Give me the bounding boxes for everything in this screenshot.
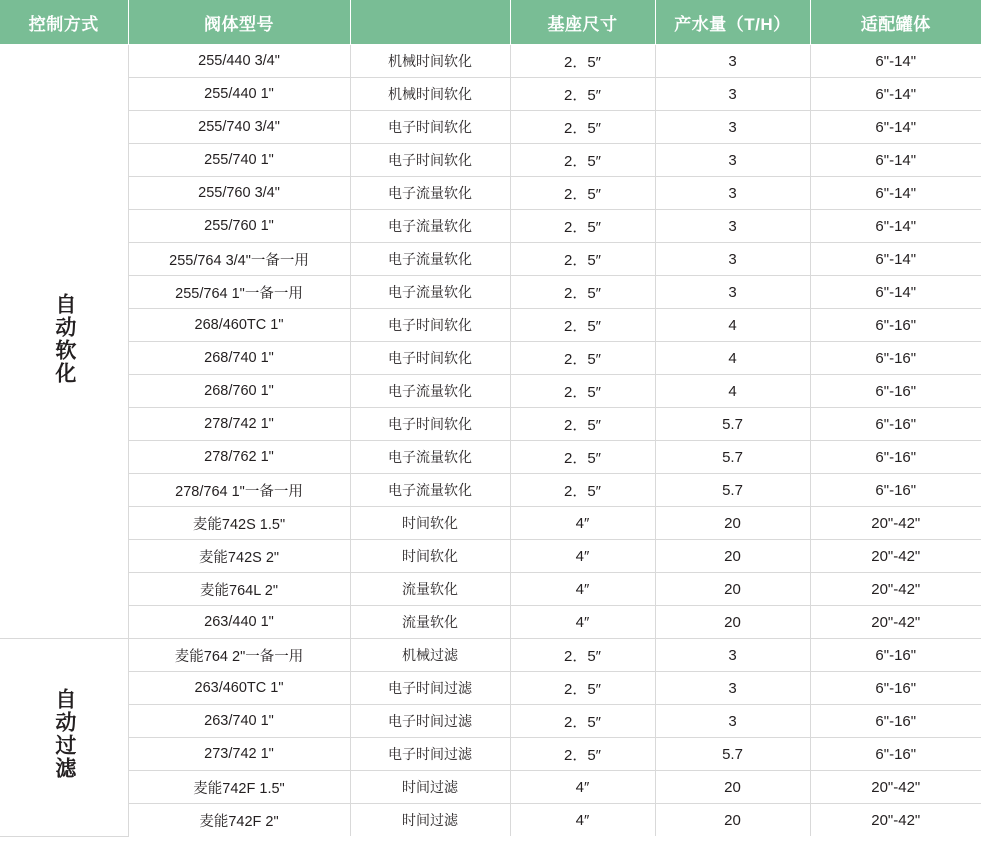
cell-base: 2．5″ bbox=[510, 276, 655, 309]
table-row bbox=[0, 639, 981, 672]
cell-output: 20 bbox=[655, 573, 810, 606]
group-label-text: 自动过滤 bbox=[52, 688, 76, 781]
table-row bbox=[0, 804, 981, 837]
table-row bbox=[0, 111, 981, 144]
cell-type: 电子流量软化 bbox=[350, 441, 510, 474]
cell-type: 流量软化 bbox=[350, 606, 510, 639]
table-header-row bbox=[0, 0, 981, 45]
table-row bbox=[0, 441, 981, 474]
cell-output: 4 bbox=[655, 375, 810, 408]
cell-output: 20 bbox=[655, 540, 810, 573]
cell-type: 时间软化 bbox=[350, 507, 510, 540]
cell-base: 2．5″ bbox=[510, 672, 655, 705]
cell-tank: 6"-16" bbox=[810, 672, 981, 705]
cell-type: 时间软化 bbox=[350, 540, 510, 573]
cell-tank: 6"-14" bbox=[810, 45, 981, 78]
column-header-valve-type bbox=[350, 0, 510, 45]
cell-type: 电子流量软化 bbox=[350, 177, 510, 210]
table-row bbox=[0, 45, 981, 78]
cell-output: 3 bbox=[655, 45, 810, 78]
table-row bbox=[0, 606, 981, 639]
column-header-base-size: 基座尺寸 bbox=[510, 0, 655, 45]
cell-model: 255/760 3/4" bbox=[128, 177, 350, 210]
cell-output: 3 bbox=[655, 78, 810, 111]
cell-output: 5.7 bbox=[655, 474, 810, 507]
table-row bbox=[0, 276, 981, 309]
cell-tank: 20"-42" bbox=[810, 573, 981, 606]
cell-tank: 6"-14" bbox=[810, 111, 981, 144]
column-header-water-output: 产水量（T/H） bbox=[655, 0, 810, 45]
table-row bbox=[0, 408, 981, 441]
table-header bbox=[0, 0, 981, 45]
cell-model: 268/760 1" bbox=[128, 375, 350, 408]
cell-type: 电子时间过滤 bbox=[350, 672, 510, 705]
table-row bbox=[0, 540, 981, 573]
cell-output: 3 bbox=[655, 639, 810, 672]
cell-output: 3 bbox=[655, 144, 810, 177]
cell-output: 20 bbox=[655, 804, 810, 837]
cell-model: 273/742 1" bbox=[128, 738, 350, 771]
table-row bbox=[0, 672, 981, 705]
cell-base: 2．5″ bbox=[510, 342, 655, 375]
table-body bbox=[0, 45, 981, 837]
cell-tank: 20"-42" bbox=[810, 507, 981, 540]
cell-base: 2．5″ bbox=[510, 474, 655, 507]
cell-tank: 6"-16" bbox=[810, 408, 981, 441]
table-row bbox=[0, 375, 981, 408]
group-label-filtration bbox=[0, 639, 128, 837]
cell-base: 2．5″ bbox=[510, 639, 655, 672]
cell-base: 4″ bbox=[510, 804, 655, 837]
cell-model: 255/764 3/4"一备一用 bbox=[128, 243, 350, 276]
cell-base: 2．5″ bbox=[510, 375, 655, 408]
cell-base: 4″ bbox=[510, 771, 655, 804]
cell-tank: 6"-14" bbox=[810, 210, 981, 243]
cell-output: 3 bbox=[655, 705, 810, 738]
cell-tank: 20"-42" bbox=[810, 771, 981, 804]
cell-base: 2．5″ bbox=[510, 144, 655, 177]
cell-output: 3 bbox=[655, 210, 810, 243]
cell-base: 2．5″ bbox=[510, 408, 655, 441]
table-row bbox=[0, 243, 981, 276]
cell-tank: 6"-16" bbox=[810, 342, 981, 375]
cell-model: 麦能742S 2" bbox=[128, 540, 350, 573]
cell-model: 263/440 1" bbox=[128, 606, 350, 639]
column-header-valve-model: 阀体型号 bbox=[128, 0, 350, 45]
cell-output: 4 bbox=[655, 342, 810, 375]
cell-tank: 6"-16" bbox=[810, 474, 981, 507]
table-row bbox=[0, 78, 981, 111]
table-row bbox=[0, 507, 981, 540]
cell-type: 电子流量软化 bbox=[350, 474, 510, 507]
cell-model: 263/740 1" bbox=[128, 705, 350, 738]
cell-type: 机械过滤 bbox=[350, 639, 510, 672]
cell-output: 20 bbox=[655, 771, 810, 804]
cell-output: 3 bbox=[655, 276, 810, 309]
cell-output: 20 bbox=[655, 507, 810, 540]
column-header-control-mode: 控制方式 bbox=[0, 0, 128, 45]
cell-tank: 20"-42" bbox=[810, 606, 981, 639]
cell-base: 2．5″ bbox=[510, 738, 655, 771]
cell-base: 2．5″ bbox=[510, 705, 655, 738]
cell-type: 电子时间软化 bbox=[350, 144, 510, 177]
cell-type: 电子时间软化 bbox=[350, 111, 510, 144]
cell-type: 流量软化 bbox=[350, 573, 510, 606]
table-row bbox=[0, 474, 981, 507]
cell-base: 4″ bbox=[510, 507, 655, 540]
cell-type: 电子流量软化 bbox=[350, 375, 510, 408]
cell-tank: 6"-14" bbox=[810, 78, 981, 111]
cell-tank: 6"-16" bbox=[810, 441, 981, 474]
cell-type: 电子时间过滤 bbox=[350, 738, 510, 771]
table-row bbox=[0, 144, 981, 177]
table-row bbox=[0, 210, 981, 243]
cell-model: 255/440 1" bbox=[128, 78, 350, 111]
group-label-text: 自动软化 bbox=[52, 292, 76, 385]
cell-base: 2．5″ bbox=[510, 177, 655, 210]
cell-tank: 6"-14" bbox=[810, 243, 981, 276]
cell-base: 2．5″ bbox=[510, 78, 655, 111]
cell-output: 5.7 bbox=[655, 441, 810, 474]
cell-base: 4″ bbox=[510, 573, 655, 606]
cell-base: 4″ bbox=[510, 606, 655, 639]
cell-output: 3 bbox=[655, 243, 810, 276]
cell-type: 电子流量软化 bbox=[350, 243, 510, 276]
cell-type: 电子时间软化 bbox=[350, 342, 510, 375]
table-row bbox=[0, 309, 981, 342]
cell-type: 电子流量软化 bbox=[350, 276, 510, 309]
cell-base: 2．5″ bbox=[510, 309, 655, 342]
cell-model: 255/740 1" bbox=[128, 144, 350, 177]
cell-model: 268/740 1" bbox=[128, 342, 350, 375]
cell-model: 278/762 1" bbox=[128, 441, 350, 474]
cell-tank: 6"-16" bbox=[810, 639, 981, 672]
cell-type: 电子时间过滤 bbox=[350, 705, 510, 738]
cell-model: 278/742 1" bbox=[128, 408, 350, 441]
cell-type: 时间过滤 bbox=[350, 804, 510, 837]
cell-base: 2．5″ bbox=[510, 111, 655, 144]
cell-type: 时间过滤 bbox=[350, 771, 510, 804]
table-row bbox=[0, 738, 981, 771]
cell-tank: 6"-16" bbox=[810, 738, 981, 771]
cell-output: 3 bbox=[655, 672, 810, 705]
cell-model: 268/460TC 1" bbox=[128, 309, 350, 342]
cell-type: 电子时间软化 bbox=[350, 408, 510, 441]
column-header-tank-fit: 适配罐体 bbox=[810, 0, 981, 45]
cell-model: 255/764 1"一备一用 bbox=[128, 276, 350, 309]
cell-output: 5.7 bbox=[655, 408, 810, 441]
cell-tank: 6"-14" bbox=[810, 144, 981, 177]
table-row bbox=[0, 705, 981, 738]
cell-tank: 6"-16" bbox=[810, 309, 981, 342]
group-label-softening bbox=[0, 45, 128, 639]
cell-model: 麦能742F 2" bbox=[128, 804, 350, 837]
table-row bbox=[0, 573, 981, 606]
cell-type: 电子流量软化 bbox=[350, 210, 510, 243]
cell-type: 电子时间软化 bbox=[350, 309, 510, 342]
cell-model: 255/440 3/4" bbox=[128, 45, 350, 78]
cell-model: 麦能764 2"一备一用 bbox=[128, 639, 350, 672]
cell-base: 2．5″ bbox=[510, 45, 655, 78]
cell-type: 机械时间软化 bbox=[350, 78, 510, 111]
cell-model: 麦能742S 1.5" bbox=[128, 507, 350, 540]
cell-model: 255/760 1" bbox=[128, 210, 350, 243]
cell-model: 263/460TC 1" bbox=[128, 672, 350, 705]
cell-output: 4 bbox=[655, 309, 810, 342]
cell-output: 3 bbox=[655, 177, 810, 210]
cell-base: 2．5″ bbox=[510, 441, 655, 474]
cell-base: 2．5″ bbox=[510, 210, 655, 243]
cell-model: 麦能764L 2" bbox=[128, 573, 350, 606]
table-row bbox=[0, 342, 981, 375]
table-row bbox=[0, 771, 981, 804]
cell-tank: 6"-16" bbox=[810, 705, 981, 738]
cell-output: 20 bbox=[655, 606, 810, 639]
cell-type: 机械时间软化 bbox=[350, 45, 510, 78]
cell-tank: 20"-42" bbox=[810, 540, 981, 573]
cell-model: 278/764 1"一备一用 bbox=[128, 474, 350, 507]
cell-tank: 6"-14" bbox=[810, 276, 981, 309]
cell-output: 3 bbox=[655, 111, 810, 144]
cell-tank: 6"-16" bbox=[810, 375, 981, 408]
cell-base: 4″ bbox=[510, 540, 655, 573]
cell-model: 麦能742F 1.5" bbox=[128, 771, 350, 804]
cell-model: 255/740 3/4" bbox=[128, 111, 350, 144]
cell-output: 5.7 bbox=[655, 738, 810, 771]
table-row bbox=[0, 177, 981, 210]
cell-base: 2．5″ bbox=[510, 243, 655, 276]
cell-tank: 20"-42" bbox=[871, 811, 921, 829]
cell-tank: 6"-14" bbox=[810, 177, 981, 210]
